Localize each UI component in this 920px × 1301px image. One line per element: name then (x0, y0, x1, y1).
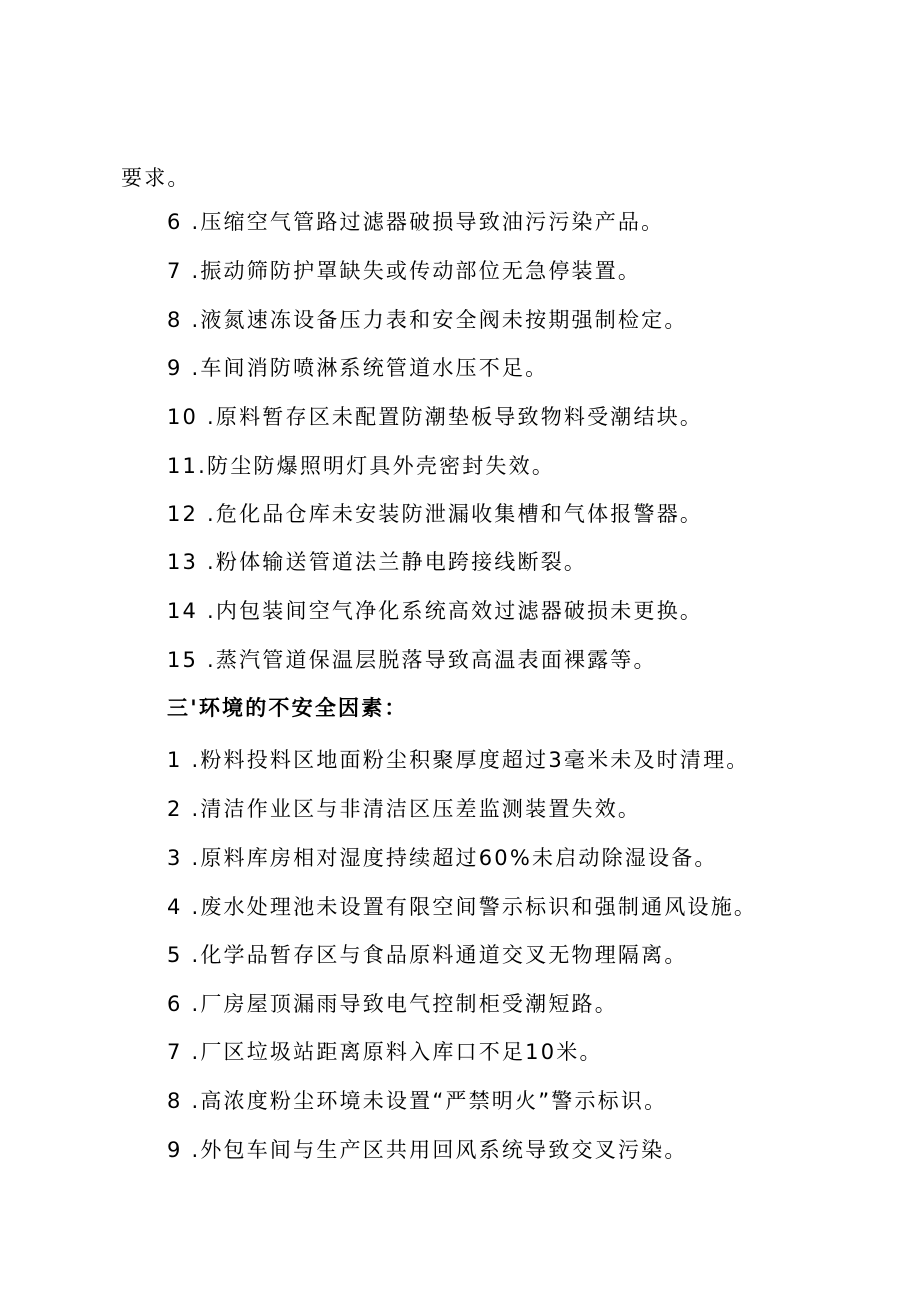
item-text: 粉料投料区地面粉尘积聚厚度超过3毫米未及时清理。 (200, 748, 750, 772)
item-number: 14 (167, 599, 199, 623)
item-number: 3 (167, 846, 183, 870)
item-number: 9 (167, 356, 183, 380)
list-item: 8 .高浓度粉尘环境未设置“严禁明火”警示标识。 (167, 1089, 668, 1113)
list-item: 2 .清洁作业区与非清洁区压差监测装置失效。 (167, 797, 642, 821)
continuation-text: 要求。 (121, 166, 191, 190)
item-number: 1 (167, 748, 183, 772)
item-text: 废水处理池未设置有限空间警示标识和强制通风设施。 (200, 895, 758, 919)
item-text: 原料库房相对湿度持续超过60%未启动除湿设备。 (200, 846, 718, 870)
list-item: 7 .振动筛防护罩缺失或传动部位无急停装置。 (167, 259, 642, 283)
list-item: 14 .内包装间空气净化系统高效过滤器破损未更换。 (167, 599, 704, 623)
list-item: 1 .粉料投料区地面粉尘积聚厚度超过3毫米未及时清理。 (167, 748, 750, 772)
item-number: 10 (167, 405, 199, 429)
list-item: 13 .粉体输送管道法兰静电跨接线断裂。 (167, 550, 588, 574)
list-item: 5 .化学品暂存区与食品原料通道交叉无物理隔离。 (167, 943, 688, 967)
list-item: 3 .原料库房相对湿度持续超过60%未启动除湿设备。 (167, 846, 718, 870)
item-text: 厂区垃圾站距离原料入库口不足10米。 (200, 1040, 603, 1064)
item-number: 8 (167, 308, 183, 332)
item-number: 2 (167, 797, 183, 821)
item-text: 高浓度粉尘环境未设置“严禁明火”警示标识。 (200, 1089, 668, 1113)
list-item: 6 .压缩空气管路过滤器破损导致油污污染产品。 (167, 210, 665, 234)
list-item: 8 .液氮速冻设备压力表和安全阀未按期强制检定。 (167, 308, 688, 332)
item-text: 压缩空气管路过滤器破损导致油污污染产品。 (200, 210, 665, 234)
item-number: 9 (167, 1138, 183, 1162)
item-text: 蒸汽管道保温层脱落导致高温表面裸露等。 (215, 648, 657, 672)
item-number: 5 (167, 943, 183, 967)
section-heading: 三'环境的不安全因素： (167, 696, 408, 720)
item-text: 厂房屋顶漏雨导致电气控制柜受潮短路。 (200, 992, 618, 1016)
list-item: 4 .废水处理池未设置有限空间警示标识和强制通风设施。 (167, 895, 758, 919)
item-number: 8 (167, 1089, 183, 1113)
item-text: 车间消防喷淋系统管道水压不足。 (200, 356, 549, 380)
item-text: 外包车间与生产区共用回风系统导致交叉污染。 (200, 1138, 688, 1162)
item-number: 6 (167, 992, 183, 1016)
list-item: 12 .危化品仓库未安装防泄漏收集槽和气体报警器。 (167, 502, 704, 526)
list-item: 7 .厂区垃圾站距离原料入库口不足10米。 (167, 1040, 603, 1064)
list-item: 9 .外包车间与生产区共用回风系统导致交叉污染。 (167, 1138, 688, 1162)
item-number: 4 (167, 895, 183, 919)
list-item: 10 .原料暂存区未配置防潮垫板导致物料受潮结块。 (167, 405, 704, 429)
item-number: 11 (167, 454, 199, 478)
list-item: 15 .蒸汽管道保温层脱落导致高温表面裸露等。 (167, 648, 657, 672)
item-text: 粉体输送管道法兰静电跨接线断裂。 (215, 550, 588, 574)
list-item: 9 .车间消防喷淋系统管道水压不足。 (167, 356, 549, 380)
item-number: 13 (167, 550, 199, 574)
item-text: 振动筛防护罩缺失或传动部位无急停装置。 (200, 259, 642, 283)
item-text: 液氮速冻设备压力表和安全阀未按期强制检定。 (200, 308, 688, 332)
item-number: 7 (167, 259, 183, 283)
item-text: 防尘防爆照明灯具外壳密封失效。 (207, 454, 556, 478)
list-item: 11.防尘防爆照明灯具外壳密封失效。 (167, 454, 556, 478)
list-item: 6 .厂房屋顶漏雨导致电气控制柜受潮短路。 (167, 992, 618, 1016)
item-number: 15 (167, 648, 199, 672)
item-number: 6 (167, 210, 183, 234)
item-text: 原料暂存区未配置防潮垫板导致物料受潮结块。 (215, 405, 704, 429)
item-text: 危化品仓库未安装防泄漏收集槽和气体报警器。 (215, 502, 704, 526)
item-text: 内包装间空气净化系统高效过滤器破损未更换。 (215, 599, 704, 623)
item-number: 12 (167, 502, 199, 526)
item-number: 7 (167, 1040, 183, 1064)
item-text: 清洁作业区与非清洁区压差监测装置失效。 (200, 797, 642, 821)
item-text: 化学品暂存区与食品原料通道交叉无物理隔离。 (200, 943, 688, 967)
